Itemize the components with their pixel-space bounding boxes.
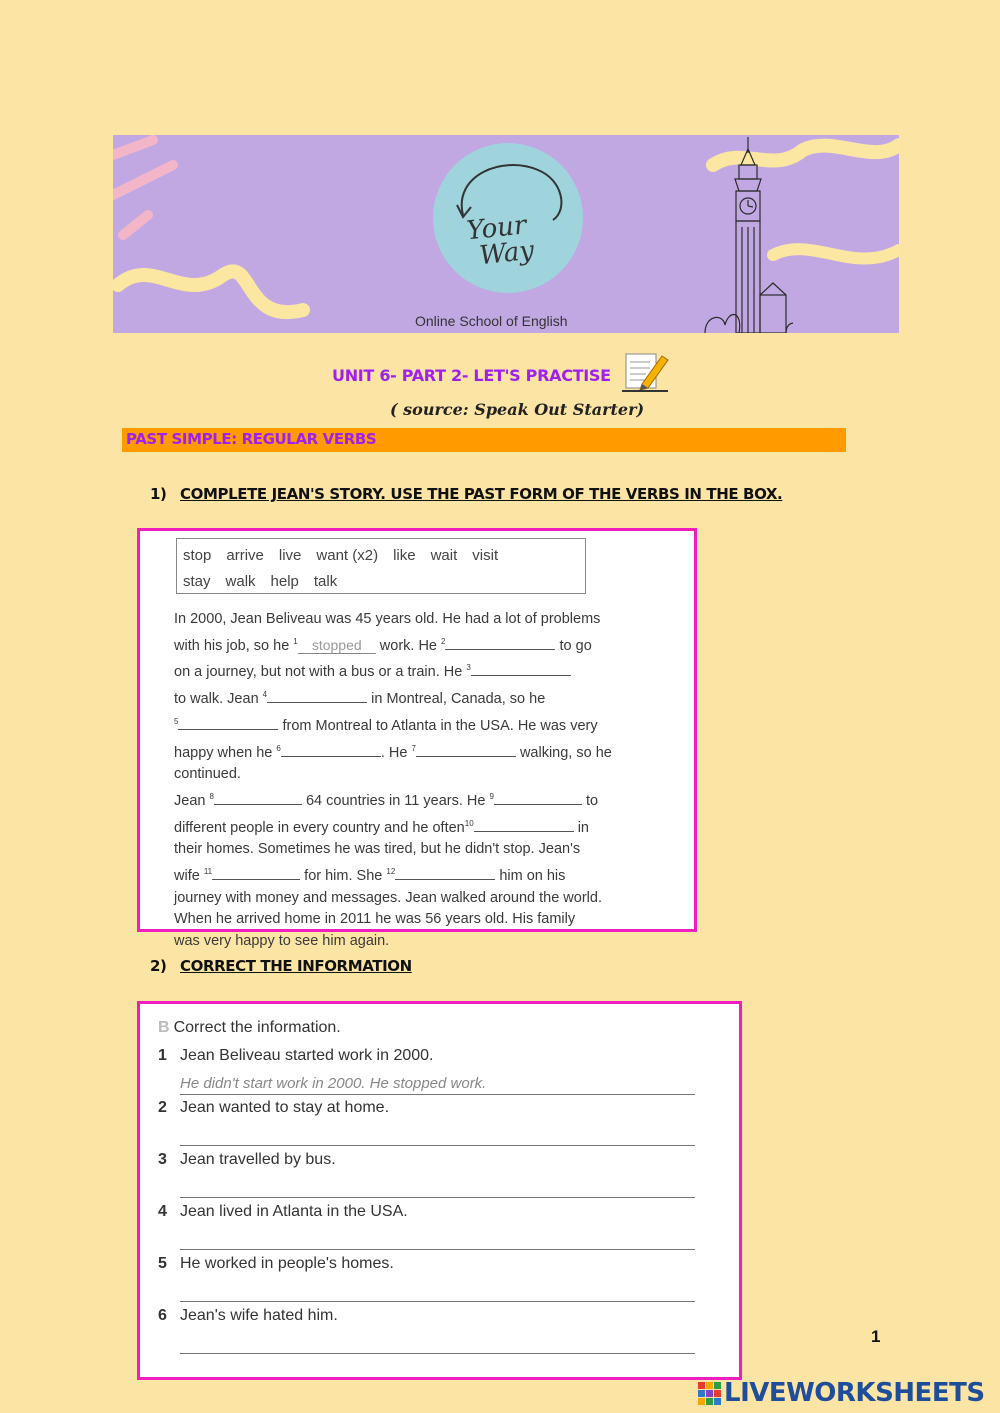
blank-7[interactable] [416,742,516,757]
exercise2-heading: 2) CORRECT THE INFORMATION [150,957,412,975]
header-banner [113,135,899,333]
blank-10[interactable] [474,817,574,832]
word-box-row-2: stay walk help talk [183,573,338,590]
page-title: UNIT 6- PART 2- LET'S PRACTISE [332,366,611,385]
statement-6: 6 Jean's wife hated him. [158,1307,338,1324]
exercise1-heading: 1) COMPLETE JEAN'S STORY. USE THE PAST FORM OF THE VERBS IN THE BOX. [150,485,783,503]
blank-4[interactable] [267,688,367,703]
blank-3[interactable] [471,661,571,676]
answer-3-line[interactable] [180,1176,695,1198]
statement-2: 2 Jean wanted to stay at home. [158,1099,390,1116]
word-box-row-1: stop arrive live want (x2) like wait visit [183,547,499,564]
school-name: Online School of English [415,313,568,329]
blank-11[interactable] [212,865,300,880]
logo-wordmark: Your Way [465,210,536,272]
blank-8[interactable] [214,790,302,805]
blank-12[interactable] [395,865,495,880]
memo-pencil-icon [622,350,670,392]
page-number: 1 [871,1327,881,1346]
section-title-bar [122,428,846,452]
answer-6-line[interactable] [180,1332,695,1354]
answer-1-example: He didn't start work in 2000. He stopped work. [180,1073,695,1095]
statement-4: 4 Jean lived in Atlanta in the USA. [158,1203,408,1220]
answer-4-line[interactable] [180,1228,695,1250]
source-note: ( source: Speak Out Starter) [390,400,645,419]
blank-9[interactable] [494,790,582,805]
statement-5: 5 He worked in people's homes. [158,1255,394,1272]
liveworksheets-logo-icon [698,1382,722,1406]
exercise2-instruction: B Correct the information. [158,1019,341,1036]
blank-1-example: stopped [298,637,376,654]
exercise2-box [137,1001,742,1380]
verb-word-box [176,538,586,594]
blank-2[interactable] [445,635,555,650]
statement-3: 3 Jean travelled by bus. [158,1151,336,1168]
blank-5[interactable] [178,715,278,730]
section-title: PAST SIMPLE: REGULAR VERBS [126,430,377,448]
answer-5-line[interactable] [180,1280,695,1302]
exercise1-box [137,528,697,950]
statement-1: 1 Jean Beliveau started work in 2000. [158,1047,434,1064]
answer-2-line[interactable] [180,1124,695,1146]
big-ben-icon [703,135,793,333]
jean-story-text: In 2000, Jean Beliveau was 45 years old. He had a lot of problems with his job, so he $^1$ stopped work. He $^2$ to go on a journey, but not with a bus or a train. He $^3$ to walk. Jean $^4$ in Montreal, Canada, so he $^5$ from Montreal to Atlanta in the USA. He was very happy when he $^6$ . He $^7$ walking, so he continued. Jean $^8$ 64 countries in 11 years. He $^9$ to different people in every country and he often$^{10}$ in their homes. Sometimes he was tired, but he didn't stop. Jean's wife $^{11}$ for him. She $^{12}$ him on his journey with money and messages. Jean walked around the world. When he arrived home in 2011 he was 56 years old. His family was very happy to see him again. [174,611,612,950]
blank-6[interactable] [281,742,381,757]
